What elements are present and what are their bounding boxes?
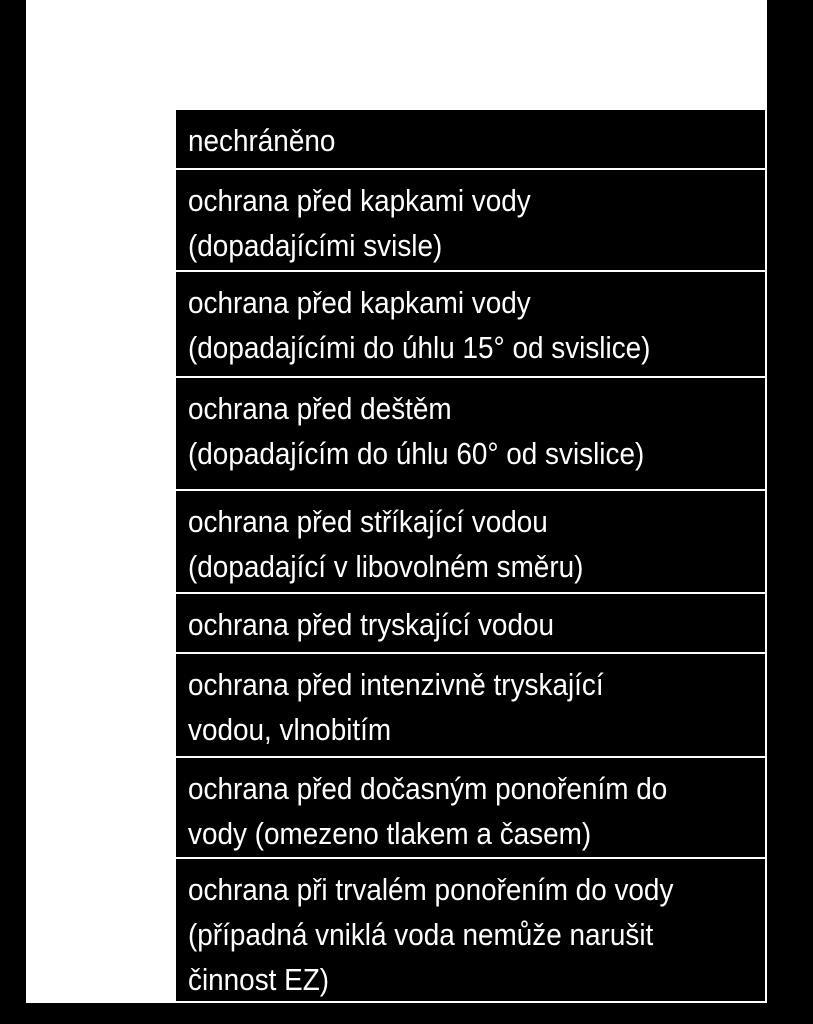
- row-text: ochrana před kapkami vody (dopadajícími do úhlu 15° od svislice): [188, 285, 651, 365]
- row-text: ochrana při trvalém ponořením do vody (případná vniklá voda nemůže narušit činnost EZ): [188, 872, 674, 997]
- bottom-border: [26, 1001, 767, 1003]
- table-row: [176, 859, 765, 1001]
- table-row: [176, 378, 765, 491]
- row-text: ochrana před intenzivně tryskající vodou, vlnobitím: [188, 667, 604, 747]
- table-row: [176, 272, 765, 378]
- header-panel: [26, 0, 767, 110]
- row-text: ochrana před tryskající vodou: [188, 607, 555, 642]
- row-text: ochrana před stříkající vodou (dopadající v libovolném směru): [188, 504, 584, 584]
- table-row: [176, 170, 765, 272]
- table-row: [176, 758, 765, 859]
- row-text: ochrana před deštěm (dopadajícím do úhlu 60° od svislice): [188, 391, 645, 471]
- table-row: [176, 654, 765, 758]
- row-text: nechráněno: [188, 123, 336, 158]
- table-row: [176, 594, 765, 654]
- protection-table: [176, 110, 765, 1001]
- right-border: [765, 110, 767, 1003]
- row-text: ochrana před dočasným ponořením do vody (omezeno tlakem a časem): [188, 771, 668, 851]
- table-row: [176, 110, 765, 170]
- table-row: [176, 491, 765, 594]
- left-column-panel: [26, 110, 176, 1003]
- row-text: ochrana před kapkami vody (dopadajícími svisle): [188, 183, 531, 263]
